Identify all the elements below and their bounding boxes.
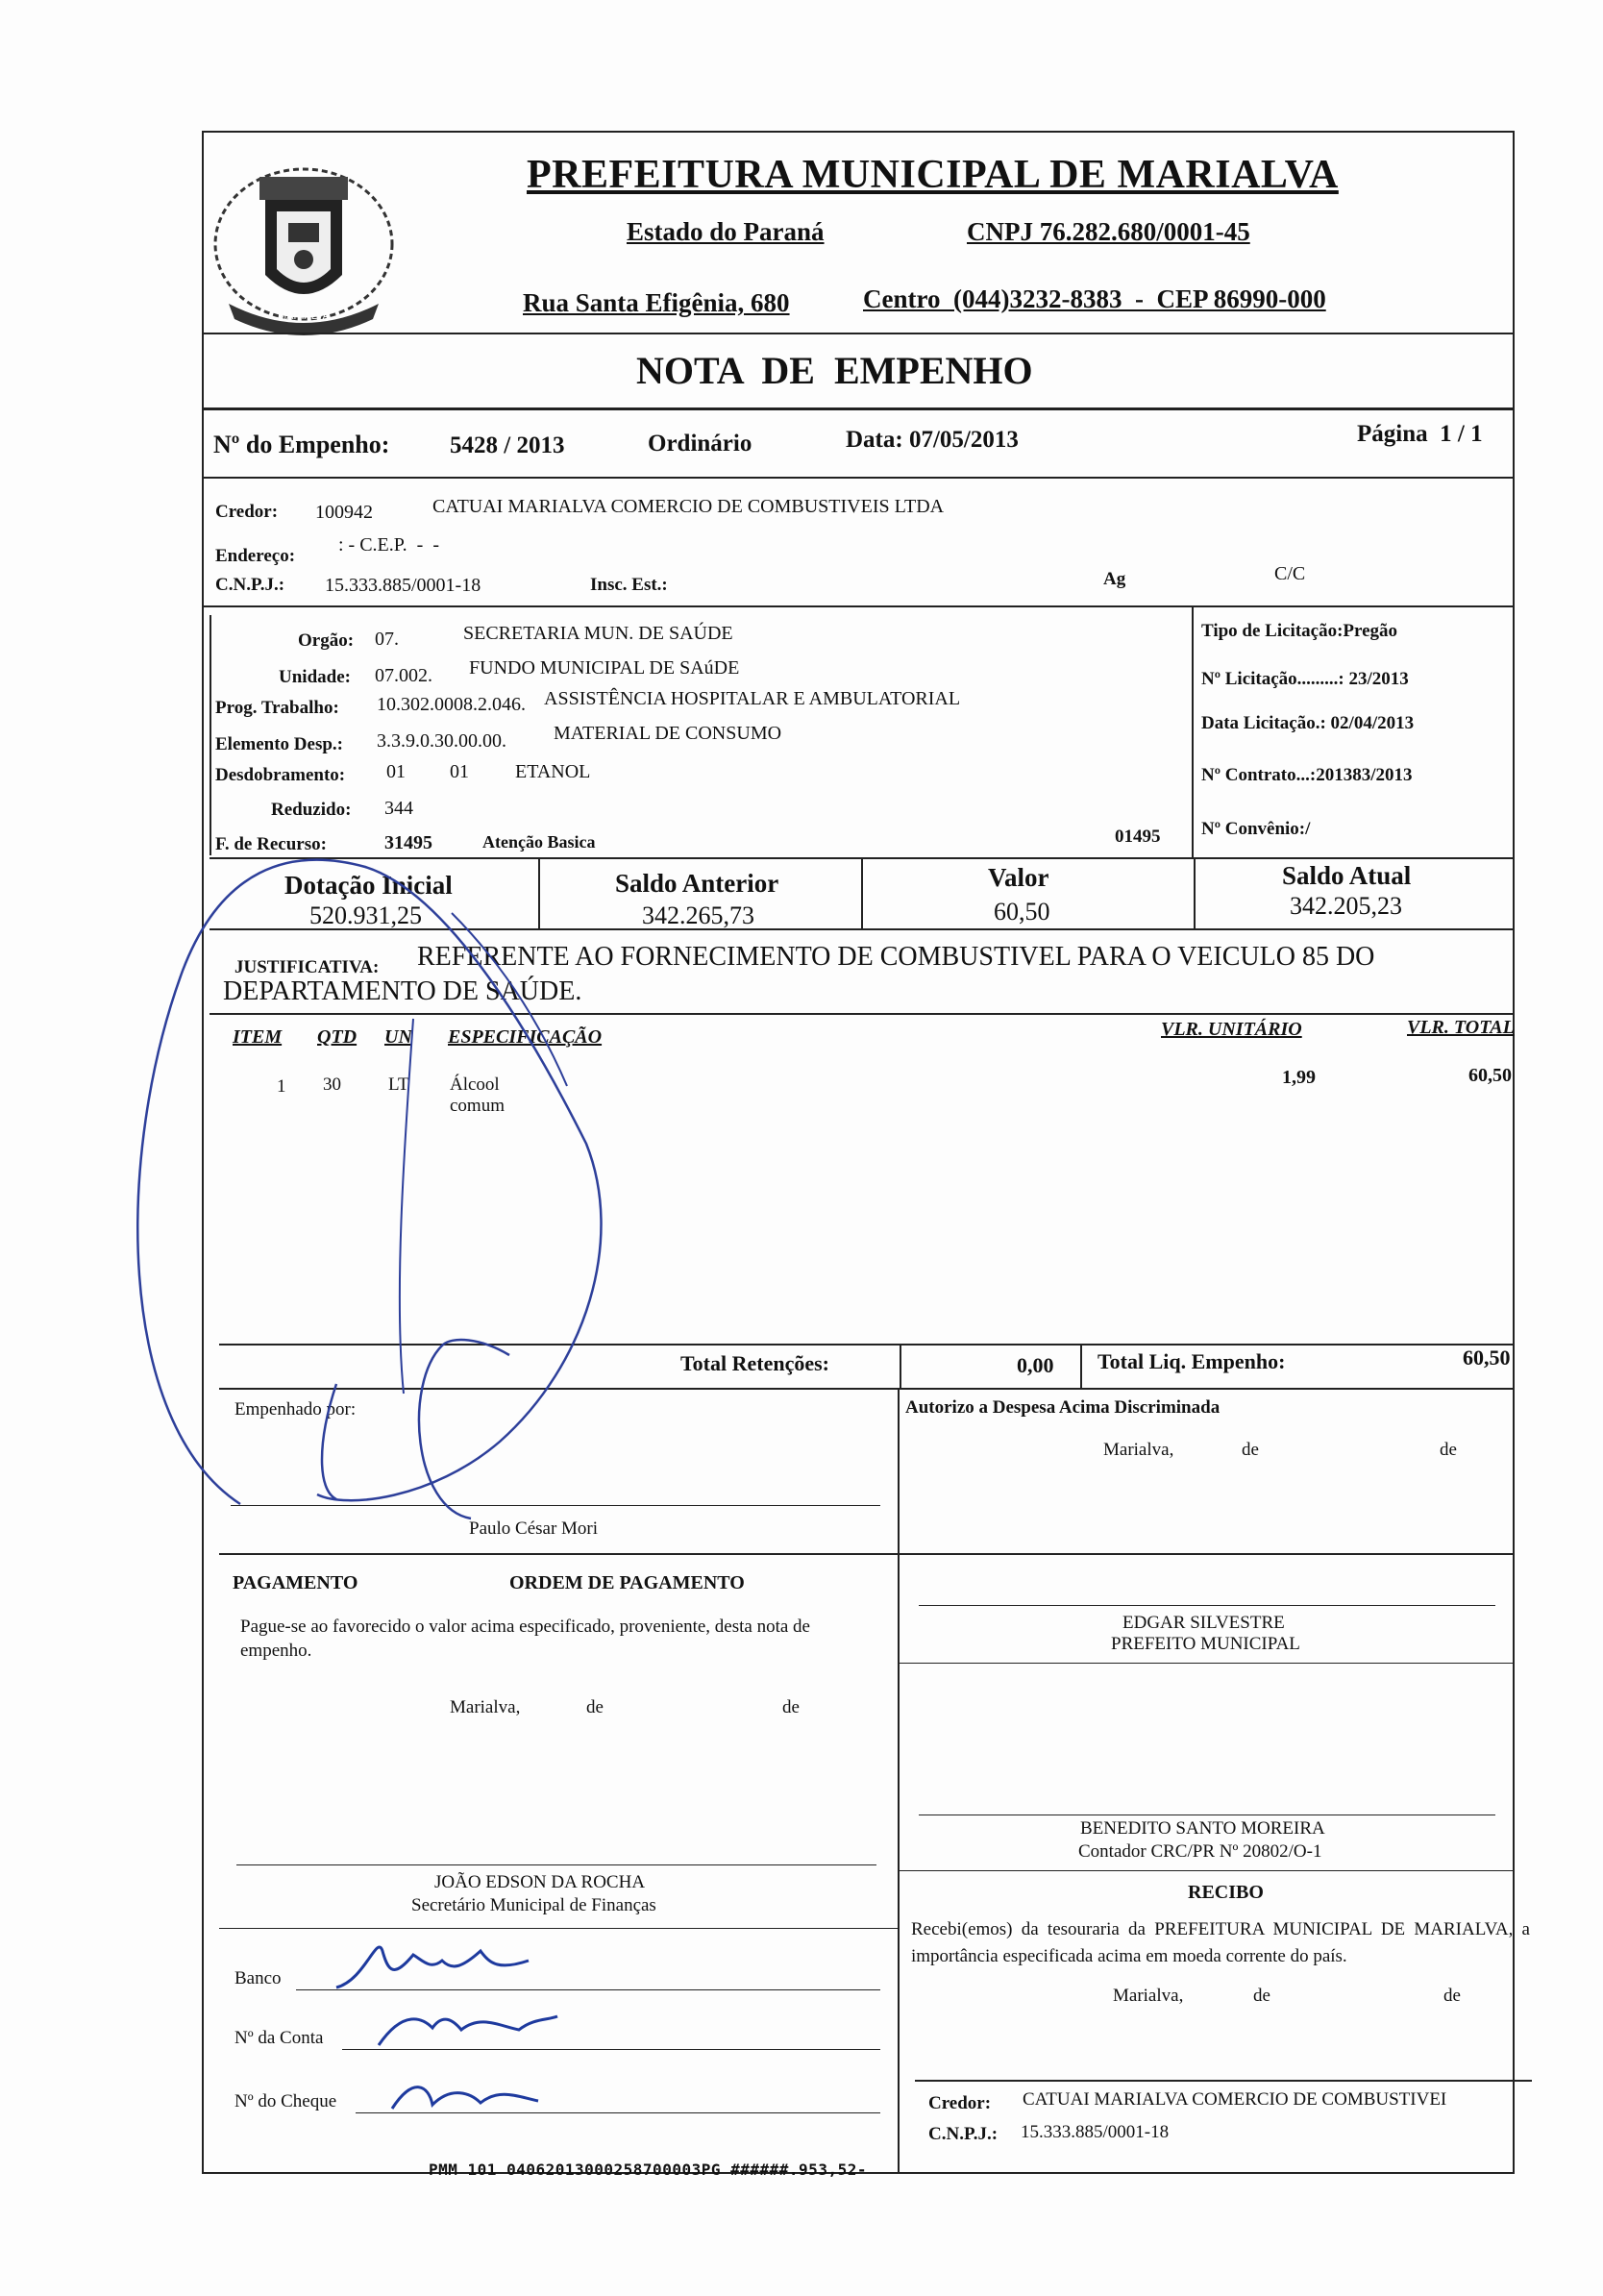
autorizo-local: Marialva, [1103,1440,1174,1460]
recurso-code: 01495 [1115,827,1161,847]
reduzido-value: 344 [384,798,413,819]
recibo-credor-label: Credor: [928,2093,992,2113]
contador-cargo: Contador CRC/PR Nº 20802/O-1 [1078,1841,1322,1862]
endereco-label: Endereço: [215,546,296,566]
row-unit: 1,99 [1282,1067,1316,1088]
ordem-pagamento-label: ORDEM DE PAGAMENTO [509,1572,745,1593]
pague-de1: de [586,1697,604,1717]
licitacao-numero: Nº Licitação.........: 23/2013 [1201,669,1409,689]
header-street: Rua Santa Efigênia, 680 [523,288,790,317]
liq-empenho-value: 60,50 [1463,1346,1511,1370]
recibo-label: RECIBO [1188,1882,1264,1903]
col-total-header: VLR. TOTAL [1407,1017,1515,1038]
pague-local: Marialva, [450,1697,521,1717]
empenho-label: Nº do Empenho: [213,431,390,458]
saldo-anterior-label: Saldo Anterior [615,869,779,898]
recibo-cnpj-label: C.N.P.J.: [928,2124,999,2144]
retencoes-label: Total Retenções: [680,1351,829,1375]
saldo-atual-label: Saldo Atual [1282,861,1412,890]
recibo-local: Marialva, [1113,1986,1184,2006]
document-title: NOTA DE EMPENHO [636,349,1033,392]
recibo-credor-nome: CATUAI MARIALVA COMERCIO DE COMBUSTIVEI [1023,2089,1447,2110]
elemento-name: MATERIAL DE CONSUMO [554,723,782,744]
secretario-cargo: Secretário Municipal de Finanças [411,1895,656,1915]
empenho-number: 5428 / 2013 [450,432,565,458]
row-qtd: 30 [323,1074,341,1095]
justificativa-label: JUSTIFICATIVA: [234,957,380,977]
licitacao-contrato: Nº Contrato...:201383/2013 [1201,765,1413,785]
prog-code: 10.302.0008.2.046. [377,694,526,715]
credor-name: CATUAI MARIALVA COMERCIO DE COMBUSTIVEIS LTDA [432,496,945,517]
cheque-label: Nº do Cheque [234,2091,337,2111]
elemento-code: 3.3.9.0.30.00.00. [377,730,506,752]
desdobramento-label: Desdobramento: [215,765,346,785]
header-address: Centro (044)3232-8383 - CEP 86990-000 [863,284,1326,313]
desdobramento-b: 01 [450,761,469,782]
insc-label: Insc. Est.: [590,575,668,595]
licitacao-data: Data Licitação.: 02/04/2013 [1201,713,1415,733]
footer-code: PMM 101 04062013000258700003PG ######.953,52- [429,2160,867,2179]
secretario-nome: JOÃO EDSON DA ROCHA [434,1872,646,1892]
recibo-text: Recebi(emos) da tesouraria da PREFEITURA MUNICIPAL DE MARIALVA, a importância especificada acima em moeda corrente do país. [911,1919,1530,1966]
prefeito-cargo: PREFEITO MUNICIPAL [1111,1634,1300,1654]
saldo-anterior-value: 342.265,73 [642,901,754,929]
svg-text:MARIALVA: MARIALVA [278,310,330,322]
recibo-cnpj-value: 15.333.885/0001-18 [1021,2122,1170,2142]
recibo-de2: de [1443,1986,1461,2006]
unidade-label: Unidade: [279,667,351,687]
credor-code: 100942 [315,502,373,523]
ag-label: Ag [1103,569,1126,589]
header-cnpj: CNPJ 76.282.680/0001-45 [967,217,1250,246]
empenho-type: Ordinário [648,431,752,457]
retencoes-value: 0,00 [1017,1353,1054,1377]
col-item-header: ITEM [233,1026,283,1048]
recibo-de1: de [1253,1986,1270,2006]
licitacao-convenio: Nº Convênio:/ [1201,819,1311,839]
justificativa-line1: REFERENTE AO FORNECIMENTO DE COMBUSTIVEL PARA O VEICULO 85 DO [417,942,1375,972]
justificativa-line2: DEPARTAMENTO DE SAÚDE. [223,976,582,1006]
empenho-date: Data: 07/05/2013 [846,427,1019,453]
cc-label: C/C [1274,563,1306,584]
prog-name: ASSISTÊNCIA HOSPITALAR E AMBULATORIAL [544,688,961,709]
prog-label: Prog. Trabalho: [215,698,339,718]
col-qtd-header: QTD [317,1026,358,1048]
pagamento-label: PAGAMENTO [233,1572,358,1593]
empenhado-nome: Paulo César Mori [469,1518,599,1539]
col-espec-header: ESPECIFICAÇÃO [448,1026,603,1048]
endereco-value: : - C.E.P. - - [338,534,439,555]
col-un-header: UN [384,1026,412,1048]
pague-text: Pague-se ao favorecido o valor acima especificado, proveniente, desta nota de empenho. [240,1617,810,1661]
orgao-name: SECRETARIA MUN. DE SAÚDE [463,623,733,644]
row-un: LT [388,1074,409,1095]
header-state: Estado do Paraná [627,217,825,246]
unidade-name: FUNDO MUNICIPAL DE SAúDE [469,657,740,679]
recurso-name: Atenção Basica [482,832,596,852]
recurso-label: F. de Recurso: [215,834,327,854]
cnpj-label: C.N.P.J.: [215,575,285,595]
dotacao-inicial-label: Dotação Inicial [284,871,453,900]
banco-label: Banco [234,1968,282,1988]
valor-label: Valor [988,863,1049,892]
credor-label: Credor: [215,502,279,522]
saldo-atual-value: 342.205,23 [1290,892,1402,920]
dotacao-inicial-value: 520.931,25 [309,901,422,929]
cnpj-value: 15.333.885/0001-18 [325,575,481,596]
col-unit-header: VLR. UNITÁRIO [1161,1019,1302,1040]
desdobramento-a: 01 [386,761,406,782]
page-number: Página 1 / 1 [1357,421,1483,447]
prefeito-nome: EDGAR SILVESTRE [1122,1613,1285,1633]
conta-label: Nº da Conta [234,2028,324,2048]
contador-nome: BENEDITO SANTO MOREIRA [1080,1818,1325,1839]
pague-de2: de [782,1697,800,1717]
reduzido-label: Reduzido: [271,800,352,820]
liq-empenho-label: Total Liq. Empenho: [1097,1349,1286,1373]
unidade-code: 07.002. [375,665,432,686]
row-total: 60,50 [1468,1065,1512,1086]
row-item: 1 [277,1076,286,1097]
autorizo-de2: de [1440,1440,1457,1460]
autorizo-label: Autorizo a Despesa Acima Discriminada [905,1397,1221,1418]
desdobramento-name: ETANOL [515,761,591,782]
elemento-label: Elemento Desp.: [215,734,343,754]
valor-value: 60,50 [994,898,1050,926]
licitacao-tipo: Tipo de Licitação:Pregão [1201,621,1398,641]
orgao-code: 07. [375,629,399,650]
header-title: PREFEITURA MUNICIPAL DE MARIALVA [527,153,1339,197]
orgao-label: Orgão: [298,630,355,651]
recurso-value: 31495 [384,832,432,853]
empenhado-label: Empenhado por: [234,1399,357,1420]
row-espec: Álcool comum [450,1074,505,1116]
autorizo-de1: de [1242,1440,1259,1460]
